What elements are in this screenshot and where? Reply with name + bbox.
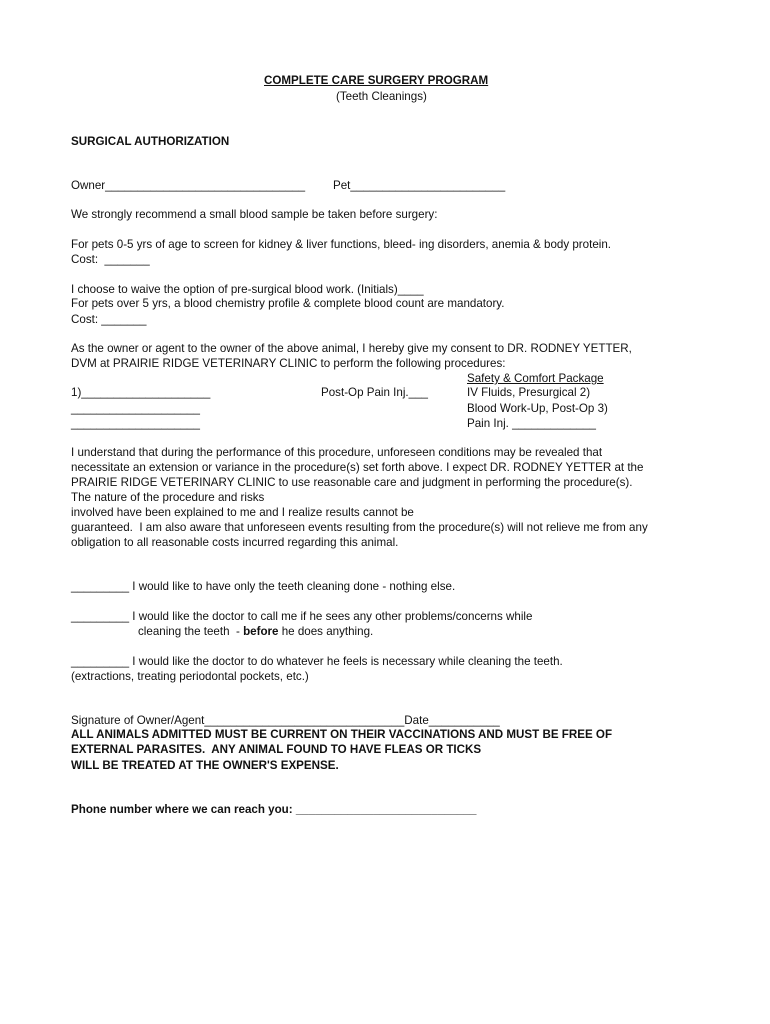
package-item[interactable]: Pain Inj. _____________	[467, 417, 596, 430]
procedure-field-1[interactable]: 1)____________________	[71, 386, 211, 399]
option-whatever-necessary[interactable]: _________ I would like the doctor to do whatever he feels is necessary while cleaning the teeth.	[71, 655, 563, 668]
recommend-text: We strongly recommend a small blood sample be taken before surgery:	[71, 208, 438, 221]
page-subtitle: (Teeth Cleanings)	[336, 90, 427, 103]
understand-line: necessitate an extension or variance in the procedure(s) set forth above. I expect DR. RODNEY YETTER at the	[71, 461, 644, 474]
signature-field[interactable]: Signature of Owner/Agent_______________________________Date___________	[71, 714, 500, 727]
option-cleaning-only[interactable]: _________ I would like to have only the teeth cleaning done - nothing else.	[71, 580, 456, 593]
option-whatever-continued: (extractions, treating periodontal pockets, etc.)	[71, 670, 309, 683]
owner-field[interactable]: Owner_______________________________	[71, 179, 306, 192]
understand-line: guaranteed. I am also aware that unforeseen events resulting from the procedure(s) will not relieve me from any	[71, 521, 648, 534]
understand-line: The nature of the procedure and risks	[71, 491, 265, 504]
notice-line: EXTERNAL PARASITES. ANY ANIMAL FOUND TO HAVE FLEAS OR TICKS	[71, 743, 482, 756]
understand-line: obligation to all reasonable costs incurred regarding this animal.	[71, 536, 399, 549]
section-title: SURGICAL AUTHORIZATION	[71, 135, 230, 148]
option-call-me-continued	[138, 625, 373, 639]
option-call-me[interactable]: _________ I would like the doctor to call me if he sees any other problems/concerns while	[71, 610, 533, 623]
pet-field[interactable]: Pet________________________	[333, 179, 506, 192]
opt2-before-bold: before	[243, 625, 279, 638]
procedure-field-3[interactable]: ____________________	[71, 417, 200, 430]
procedure-field-2[interactable]: ____________________	[71, 402, 200, 415]
understand-line: I understand that during the performance of this procedure, unforeseen conditions may be revealed that	[71, 446, 603, 459]
page-title: COMPLETE CARE SURGERY PROGRAM	[264, 74, 489, 87]
over5-text: For pets over 5 yrs, a blood chemistry profile & complete blood count are mandatory.	[71, 297, 505, 310]
opt2-text-a: cleaning the teeth -	[138, 625, 244, 638]
package-item: Blood Work-Up, Post-Op 3)	[467, 402, 608, 415]
waive-text[interactable]: I choose to waive the option of pre-surgical blood work. (Initials)____	[71, 283, 424, 296]
package-title: Safety & Comfort Package	[467, 372, 604, 385]
opt2-text-b: he does anything.	[278, 625, 374, 638]
cost-field-1[interactable]: Cost: _______	[71, 253, 150, 266]
consent-line-1: As the owner or agent to the owner of the above animal, I hereby give my consent to DR. RODNEY YETTER,	[71, 342, 632, 355]
understand-line: involved have been explained to me and I realize results cannot be	[71, 506, 414, 519]
cost-field-2[interactable]: Cost: _______	[71, 313, 147, 326]
consent-line-2: DVM at PRAIRIE RIDGE VETERINARY CLINIC to perform the following procedures:	[71, 357, 506, 370]
notice-line: WILL BE TREATED AT THE OWNER'S EXPENSE.	[71, 759, 339, 772]
package-item: IV Fluids, Presurgical 2)	[467, 386, 591, 399]
understand-line: PRAIRIE RIDGE VETERINARY CLINIC to use reasonable care and judgment in performing the procedure(s).	[71, 476, 633, 489]
notice-line: ALL ANIMALS ADMITTED MUST BE CURRENT ON THEIR VACCINATIONS AND MUST BE FREE OF	[71, 728, 613, 741]
screen-text: For pets 0-5 yrs of age to screen for kidney & liver functions, bleed- ing disorders, anemia & body protein.	[71, 238, 612, 251]
postop-field[interactable]: Post-Op Pain Inj.___	[321, 386, 428, 399]
phone-field[interactable]: Phone number where we can reach you: ____________________________	[71, 803, 477, 816]
